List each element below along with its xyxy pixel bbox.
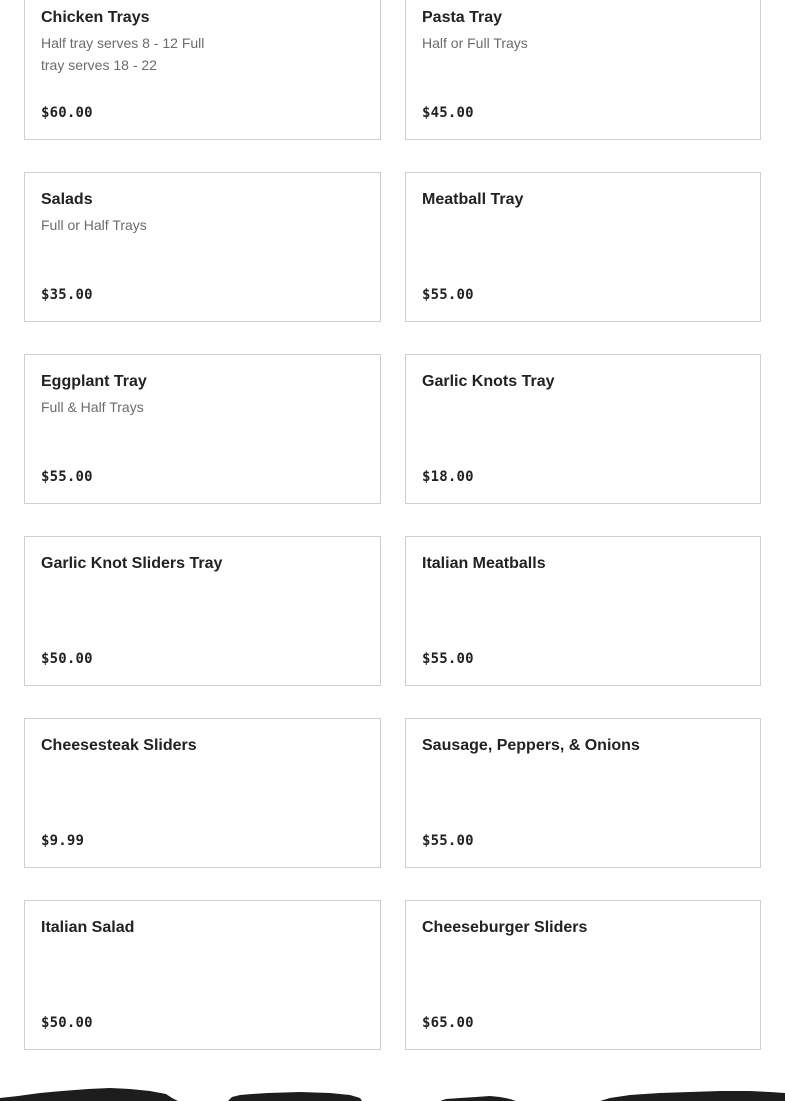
menu-item-card-italian-salad[interactable] xyxy=(24,900,381,1050)
menu-item-price: $50.00 xyxy=(41,1015,93,1031)
menu-item-card-sausage-peppers-onions[interactable] xyxy=(405,718,761,868)
menu-item-price: $18.00 xyxy=(422,469,474,485)
menu-item-name: Pasta Tray xyxy=(422,9,503,26)
menu-item-card-salads[interactable] xyxy=(24,172,381,322)
menu-item-card-cheeseburger-sliders[interactable] xyxy=(405,900,761,1050)
menu-item-card-meatball-tray[interactable] xyxy=(405,172,761,322)
menu-item-card-italian-meatballs[interactable] xyxy=(405,536,761,686)
menu-item-name: Chicken Trays xyxy=(41,9,150,26)
menu-item-price: $60.00 xyxy=(41,105,93,121)
menu-item-card-garlic-knots-tray[interactable] xyxy=(405,354,761,504)
menu-item-name: Eggplant Tray xyxy=(41,373,147,390)
menu-item-name: Cheesesteak Sliders xyxy=(41,737,197,754)
menu-item-price: $55.00 xyxy=(422,287,474,303)
menu-item-description: Full & Half Trays xyxy=(41,399,144,415)
menu-item-name: Sausage, Peppers, & Onions xyxy=(422,737,640,754)
menu-item-price: $55.00 xyxy=(422,651,474,667)
menu-item-card-chicken-trays[interactable] xyxy=(24,0,381,140)
menu-item-name: Garlic Knot Sliders Tray xyxy=(41,555,223,572)
menu-item-description: Full or Half Trays xyxy=(41,217,147,233)
menu-item-price: $55.00 xyxy=(41,469,93,485)
menu-item-name: Italian Salad xyxy=(41,919,135,936)
menu-items-grid xyxy=(24,0,761,1050)
torn-paper-footer-edge xyxy=(0,1087,785,1101)
menu-item-name: Salads xyxy=(41,191,93,208)
menu-item-price: $45.00 xyxy=(422,105,474,121)
menu-item-card-cheesesteak-sliders[interactable] xyxy=(24,718,381,868)
menu-item-card-eggplant-tray[interactable] xyxy=(24,354,381,504)
menu-item-name: Garlic Knots Tray xyxy=(422,373,555,390)
menu-item-price: $35.00 xyxy=(41,287,93,303)
menu-item-price: $50.00 xyxy=(41,651,93,667)
menu-item-name: Meatball Tray xyxy=(422,191,524,208)
menu-item-price: $9.99 xyxy=(41,833,85,849)
menu-item-card-garlic-knot-sliders-tray[interactable] xyxy=(24,536,381,686)
menu-item-name: Cheeseburger Sliders xyxy=(422,919,588,936)
menu-item-description: Half or Full Trays xyxy=(422,35,528,51)
menu-item-name: Italian Meatballs xyxy=(422,555,546,572)
menu-item-price: $55.00 xyxy=(422,833,474,849)
menu-item-price: $65.00 xyxy=(422,1015,474,1031)
menu-item-card-pasta-tray[interactable] xyxy=(405,0,761,140)
menu-item-description: Half tray serves 8 - 12 Full tray serves 18 - 22 xyxy=(41,35,205,73)
